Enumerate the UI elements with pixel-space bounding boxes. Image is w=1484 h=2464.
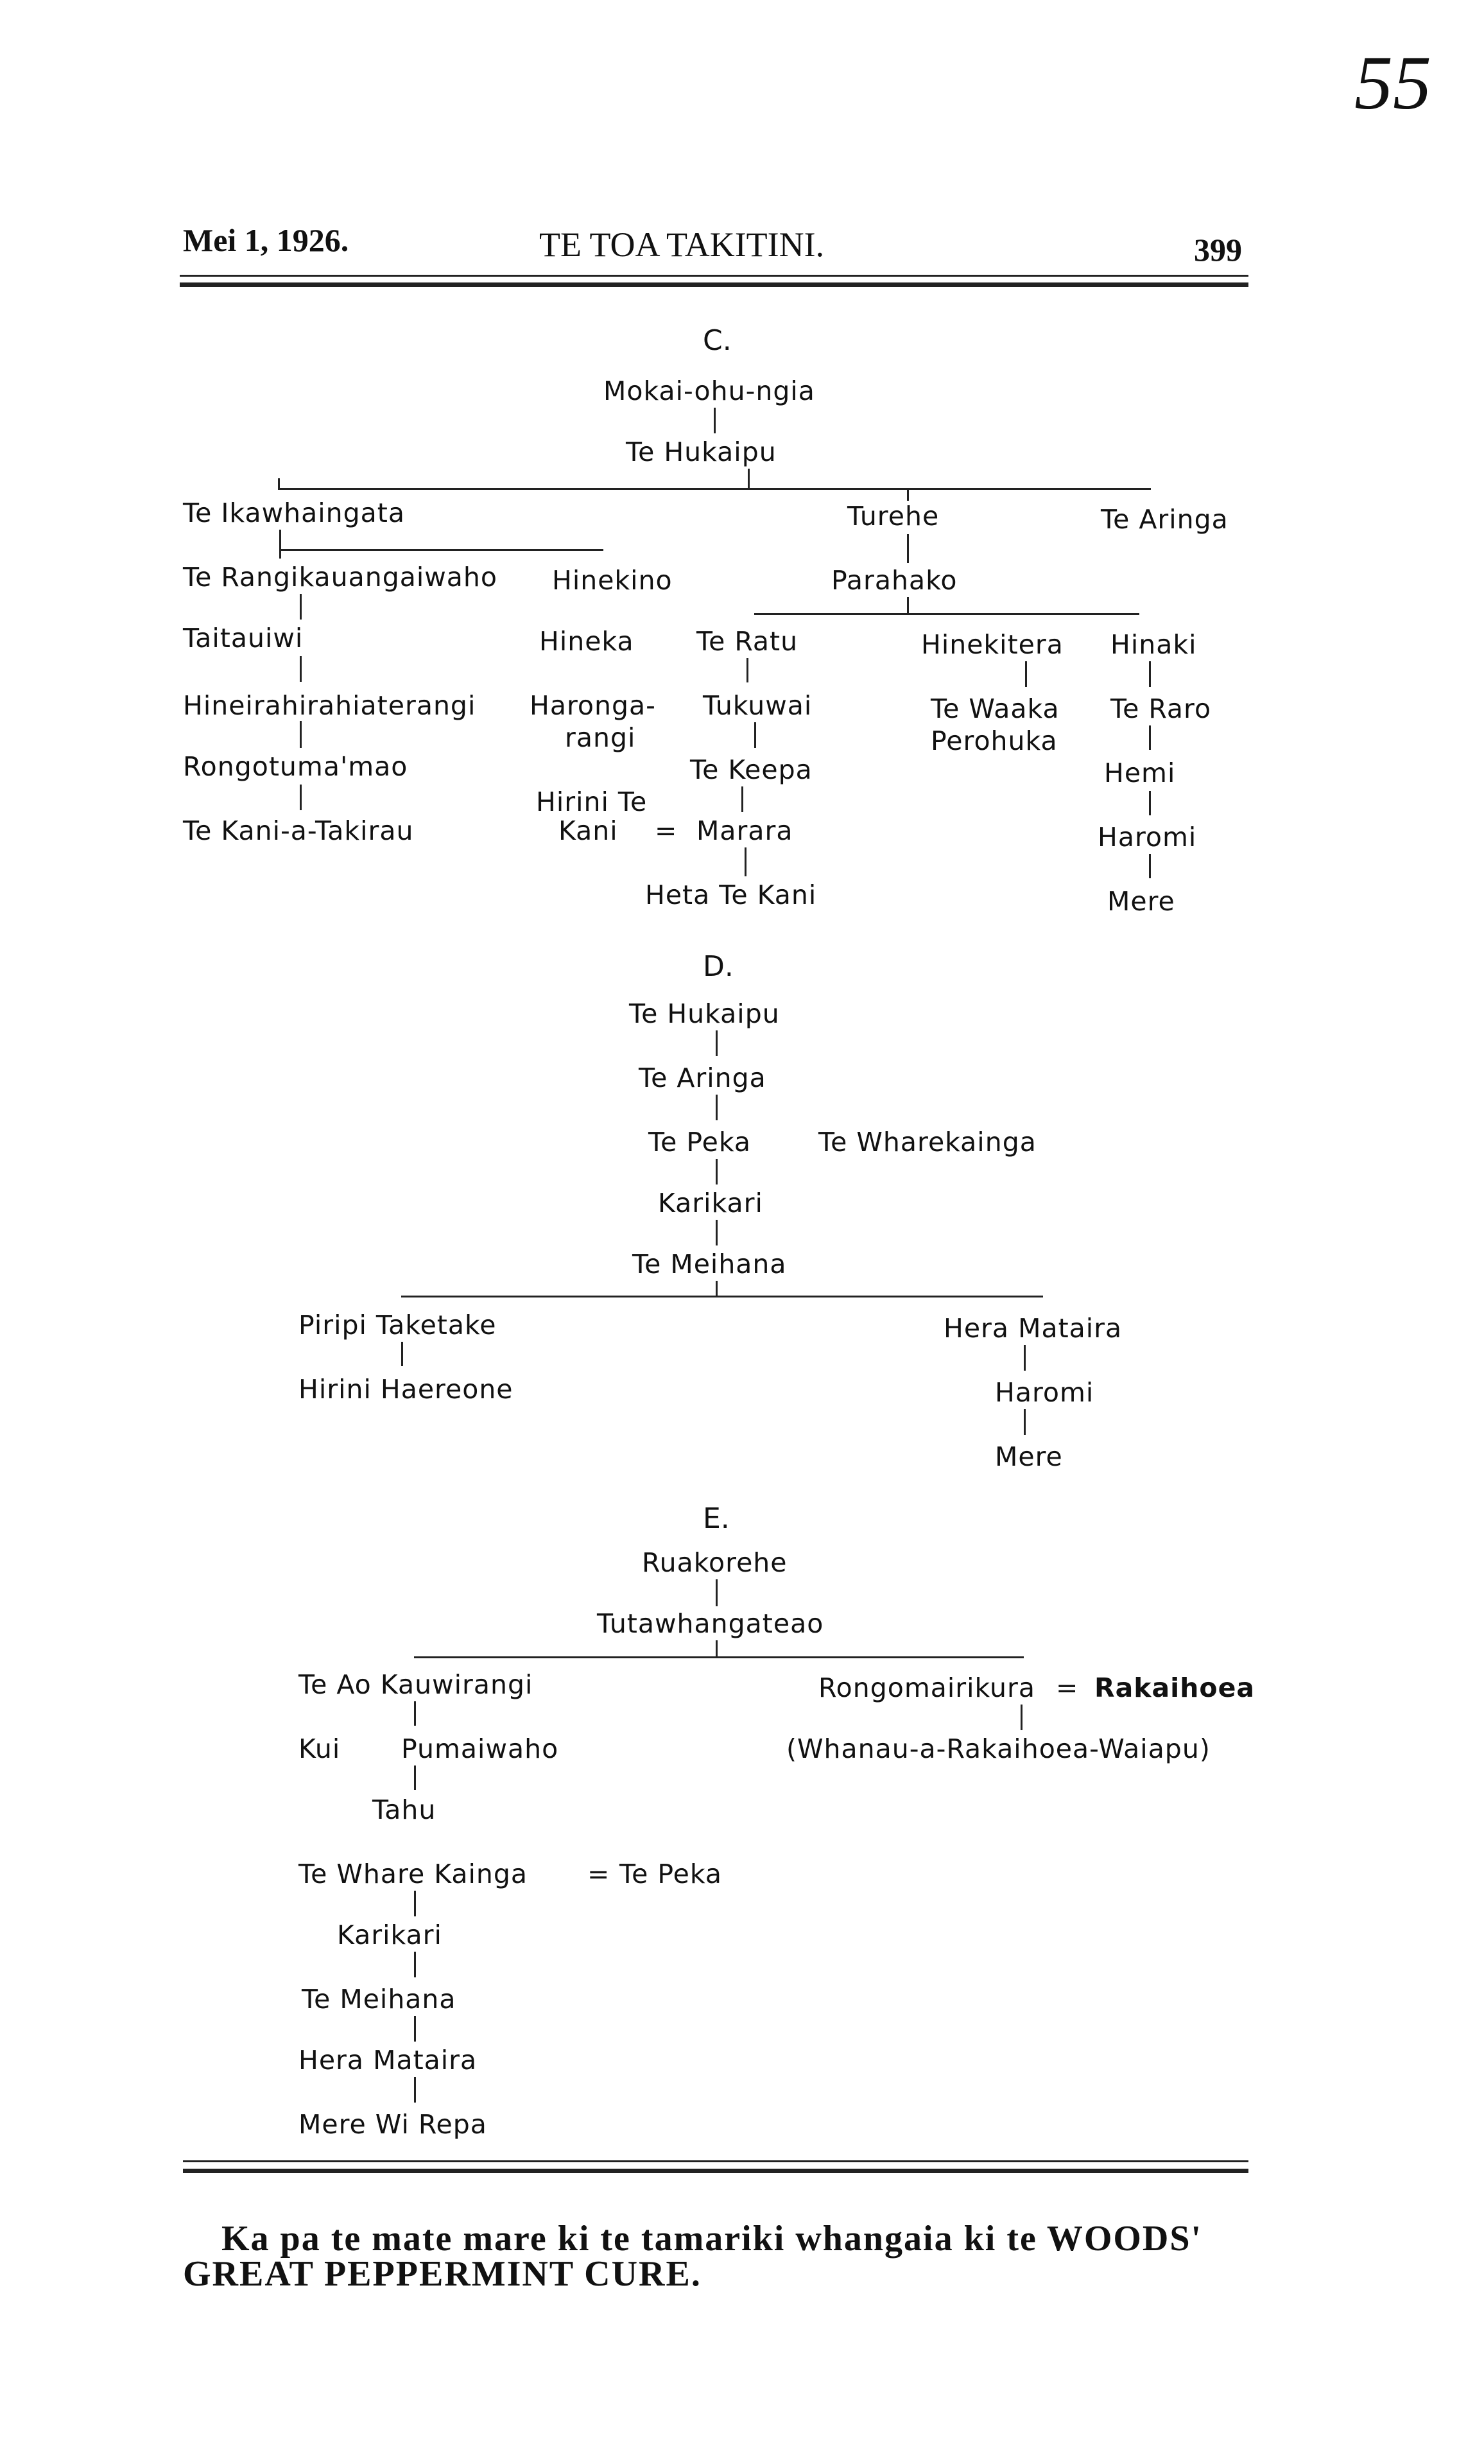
connector (716, 1220, 718, 1245)
connector (1024, 1345, 1026, 1371)
section-c-col3-1: Tukuwai (703, 690, 813, 721)
section-c-col5-0: Hinaki (1110, 629, 1197, 660)
section-e-left-4: Te Whare Kainga (298, 1859, 528, 1889)
connector (1149, 791, 1151, 815)
connector (716, 1030, 718, 1056)
section-d-left-0: Piripi Taketake (298, 1310, 497, 1340)
section-c-aringa: Te Aringa (1101, 504, 1229, 535)
section-c-col3-3: Marara (696, 815, 793, 846)
section-e-branch-line (414, 1656, 1024, 1658)
header-date: Mei 1, 1926. (183, 222, 349, 258)
section-e-left-8: Hera Mataira (298, 2045, 478, 2076)
section-e-left-7: Te Meihana (302, 1984, 456, 2015)
connector (1024, 1409, 1026, 1435)
section-e-left-0: Te Ao Kauwirangi (298, 1669, 533, 1700)
header-page-number: 399 (1194, 232, 1242, 268)
section-c-col2-2: Haronga- (530, 690, 656, 721)
bottom-rule-top (183, 2160, 1248, 2162)
bottom-rule-bottom (183, 2169, 1248, 2173)
section-c-col4-2: Perohuka (931, 725, 1058, 756)
section-c-col1-5: Te Kani-a-Takirau (183, 815, 414, 846)
connector (300, 594, 302, 620)
section-c-label: C. (703, 324, 732, 357)
connector (414, 2016, 416, 2042)
connector (741, 786, 743, 812)
connector (414, 1701, 416, 1726)
connector (300, 656, 302, 682)
marriage-sign: = (587, 1859, 610, 1889)
section-c-col4-1: Te Waaka (931, 693, 1060, 724)
section-c-turehe: Turehe (847, 501, 940, 532)
section-e-label: E. (703, 1502, 730, 1535)
section-c-col3-4: Heta Te Kani (645, 880, 817, 910)
connector (716, 1095, 718, 1120)
section-d-right-1: Haromi (995, 1377, 1094, 1408)
section-e-left-5: Te Peka (619, 1859, 722, 1889)
connector (414, 1891, 416, 1916)
section-c-col2-5: Kani (558, 815, 618, 846)
section-d-line-0: Te Hukaipu (629, 998, 780, 1029)
section-e-child: Tutawhangateao (597, 1608, 824, 1639)
section-c-col1-2: Taitauiwi (183, 623, 304, 654)
connector (716, 1640, 718, 1658)
section-e-left-9: Mere Wi Repa (298, 2109, 487, 2140)
section-c-col1-1: Te Rangikauangaiwaho (183, 562, 497, 593)
connector (279, 530, 281, 559)
section-c-col5-1: Te Raro (1110, 693, 1212, 724)
section-d-label: D. (703, 950, 734, 983)
connector (279, 549, 603, 551)
section-d-right-0: Hera Mataira (944, 1313, 1123, 1344)
section-c-col5-3: Haromi (1098, 822, 1197, 853)
section-e-root: Ruakorehe (642, 1547, 788, 1578)
section-d-sibling: Te Wharekainga (818, 1127, 1037, 1158)
connector (1021, 1705, 1022, 1730)
section-d-line-2: Te Peka (648, 1127, 751, 1158)
section-e-left-3: Tahu (372, 1794, 436, 1825)
section-c-branch-line (278, 488, 1151, 490)
header-rule-top (180, 275, 1248, 277)
connector (754, 613, 1139, 615)
section-e-right-1: Rakaihoea (1094, 1672, 1255, 1703)
section-d-branch-line (401, 1296, 1043, 1297)
connector (746, 658, 748, 682)
connector (414, 1766, 416, 1790)
section-c-col1-3: Hineirahirahiaterangi (183, 690, 476, 721)
connector (716, 1159, 718, 1184)
connector (714, 408, 716, 433)
section-c-col1-0: Te Ikawhaingata (183, 498, 405, 528)
connector (1025, 661, 1027, 687)
connector (754, 722, 756, 748)
connector (745, 847, 746, 876)
section-c-col4-0: Hinekitera (921, 629, 1064, 660)
footer-line-2: GREAT PEPPERMINT CURE. (183, 2254, 702, 2294)
section-e-right-2: (Whanau-a-Rakaihoea-Waiapu) (786, 1733, 1211, 1764)
connector (401, 1342, 403, 1366)
marriage-sign: = (1056, 1672, 1079, 1703)
section-c-col3-0: Te Ratu (696, 626, 798, 657)
section-c-col2-1: Hineka (539, 626, 634, 657)
section-c-parahako: Parahako (831, 565, 958, 596)
section-e-left-1: Kui (298, 1733, 341, 1764)
connector (1149, 854, 1151, 878)
section-d-line-3: Karikari (658, 1188, 763, 1219)
section-e-left-2: Pumaiwaho (401, 1733, 559, 1764)
connector (1149, 725, 1151, 750)
section-c-col5-4: Mere (1107, 886, 1175, 917)
section-d-line-1: Te Aringa (639, 1063, 766, 1093)
footer-line-1: Ka pa te mate mare ki te tamariki whangaia ki te WOODS' (221, 2219, 1203, 2259)
connector (414, 2077, 416, 2103)
section-c-root: Mokai-ohu-ngia (603, 376, 815, 406)
section-d-left-1: Hirini Haereone (298, 1374, 513, 1405)
section-d-right-2: Mere (995, 1441, 1063, 1472)
connector (748, 469, 750, 488)
marriage-sign: = (655, 815, 678, 846)
handwritten-page-number: 55 (1354, 40, 1431, 125)
section-e-right-0: Rongomairikura (818, 1672, 1035, 1703)
section-c-col5-2: Hemi (1104, 758, 1176, 788)
connector (907, 597, 909, 613)
connector (716, 1281, 718, 1297)
connector (907, 534, 909, 563)
section-c-col2-0: Hinekino (552, 565, 673, 596)
connector (907, 488, 909, 501)
connector (716, 1579, 718, 1606)
header-title: TE TOA TAKITINI. (539, 225, 825, 264)
connector (414, 1952, 416, 1977)
section-c-col2-3: rangi (565, 722, 636, 753)
section-c-col3-2: Te Keepa (690, 754, 813, 785)
section-d-line-4: Te Meihana (632, 1249, 787, 1280)
section-c-col2-4: Hirini Te (536, 786, 648, 817)
connector (300, 785, 302, 810)
connector (300, 721, 302, 748)
header-rule-bottom (180, 282, 1248, 287)
connector (1149, 661, 1151, 687)
section-c-col1-4: Rongotuma'mao (183, 751, 408, 782)
connector (278, 478, 280, 490)
section-e-left-6: Karikari (337, 1920, 442, 1950)
section-c-child: Te Hukaipu (626, 437, 777, 467)
